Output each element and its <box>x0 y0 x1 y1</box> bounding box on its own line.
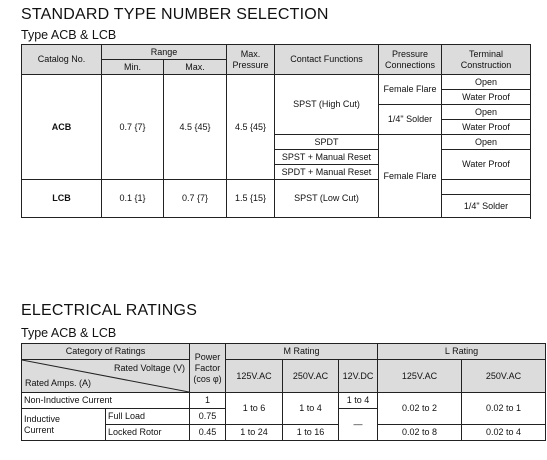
acb-max: 4.5 {45} <box>164 75 227 180</box>
m-125-locked-rotor: 1 to 24 <box>226 425 283 441</box>
type-selection-table <box>21 44 531 218</box>
m-12vdc: 12V.DC <box>339 360 378 393</box>
m-125-non-inductive-full-load: 1 to 6 <box>226 393 283 425</box>
section-subtitle-type-selection: Type ACB & LCB <box>21 28 117 42</box>
l-125-non-inductive-full-load: 0.02 to 2 <box>378 393 462 425</box>
connection-solder-2: 1/4" Solder <box>442 195 531 218</box>
header-l-rating: L Rating <box>378 344 546 360</box>
m-125vac: 125V.AC <box>226 360 283 393</box>
header-pressure-connections: Pressure Connections <box>379 45 442 75</box>
electrical-ratings-table <box>21 343 546 441</box>
l-250-locked-rotor: 0.02 to 4 <box>462 425 546 441</box>
rated-voltage-label: Rated Voltage (V) <box>113 363 186 373</box>
pf-full-load: 0.75 <box>190 409 226 425</box>
header-power-factor: Power Factor (cos φ) <box>190 344 226 393</box>
section-subtitle-electrical-ratings: Type ACB & LCB <box>21 326 117 340</box>
header-catalog-no: Catalog No. <box>22 45 102 75</box>
m-250-non-inductive-full-load: 1 to 4 <box>283 393 339 425</box>
connection-female-flare-1: Female Flare <box>379 75 442 105</box>
lcb-max-pressure: 1.5 {15} <box>227 180 275 218</box>
m-250-locked-rotor: 1 to 16 <box>283 425 339 441</box>
lcb-min: 0.1 {1} <box>102 180 164 218</box>
header-m-rating: M Rating <box>226 344 378 360</box>
rated-amps-label: Rated Amps. (A) <box>25 378 92 388</box>
contact-spst-manual-reset: SPST + Manual Reset <box>275 150 379 165</box>
m-12dc-non-inductive: 1 to 4 <box>339 393 378 409</box>
l-125-locked-rotor: 0.02 to 8 <box>378 425 462 441</box>
terminal-open-2: Open <box>442 105 531 120</box>
contact-spst-high-cut: SPST (High Cut) <box>275 75 379 135</box>
acb-max-pressure: 4.5 {45} <box>227 75 275 180</box>
contact-spst-low-cut: SPST (Low Cut) <box>275 180 379 218</box>
category-of-ratings: Category of Ratings <box>22 344 190 360</box>
pf-non-inductive: 1 <box>190 393 226 409</box>
section-title-type-selection: STANDARD TYPE NUMBER SELECTION <box>21 6 329 23</box>
catalog-lcb: LCB <box>22 180 102 218</box>
contact-spdt: SPDT <box>275 135 379 150</box>
l-125vac: 125V.AC <box>378 360 462 393</box>
m-12dc-inductive: — <box>339 409 378 441</box>
header-max: Max. <box>164 60 227 75</box>
terminal-water-proof-3: Water Proof <box>442 150 531 180</box>
inductive-current: Inductive Current <box>22 409 106 441</box>
full-load: Full Load <box>106 409 190 425</box>
contact-spdt-manual-reset: SPDT + Manual Reset <box>275 165 379 180</box>
terminal-water-proof-1: Water Proof <box>442 90 531 105</box>
header-terminal-construction: Terminal Construction <box>442 45 531 75</box>
section-title-electrical-ratings: ELECTRICAL RATINGS <box>21 302 198 319</box>
non-inductive-current: Non-Inductive Current <box>22 393 190 409</box>
locked-rotor: Locked Rotor <box>106 425 190 441</box>
l-250vac: 250V.AC <box>462 360 546 393</box>
terminal-open-1: Open <box>442 75 531 90</box>
connection-solder-1: 1/4" Solder <box>379 105 442 135</box>
rated-voltage-amps-header <box>22 360 190 393</box>
acb-min: 0.7 {7} <box>102 75 164 180</box>
header-min: Min. <box>102 60 164 75</box>
header-range: Range <box>102 45 227 60</box>
header-contact-functions: Contact Functions <box>275 45 379 75</box>
terminal-open-3: Open <box>442 135 531 150</box>
lcb-max: 0.7 {7} <box>164 180 227 218</box>
pf-locked-rotor: 0.45 <box>190 425 226 441</box>
terminal-water-proof-2: Water Proof <box>442 120 531 135</box>
catalog-acb: ACB <box>22 75 102 180</box>
l-250-non-inductive-full-load: 0.02 to 1 <box>462 393 546 425</box>
connection-female-flare-2: Female Flare <box>379 135 442 218</box>
m-250vac: 250V.AC <box>283 360 339 393</box>
header-max-pressure: Max. Pressure <box>227 45 275 75</box>
